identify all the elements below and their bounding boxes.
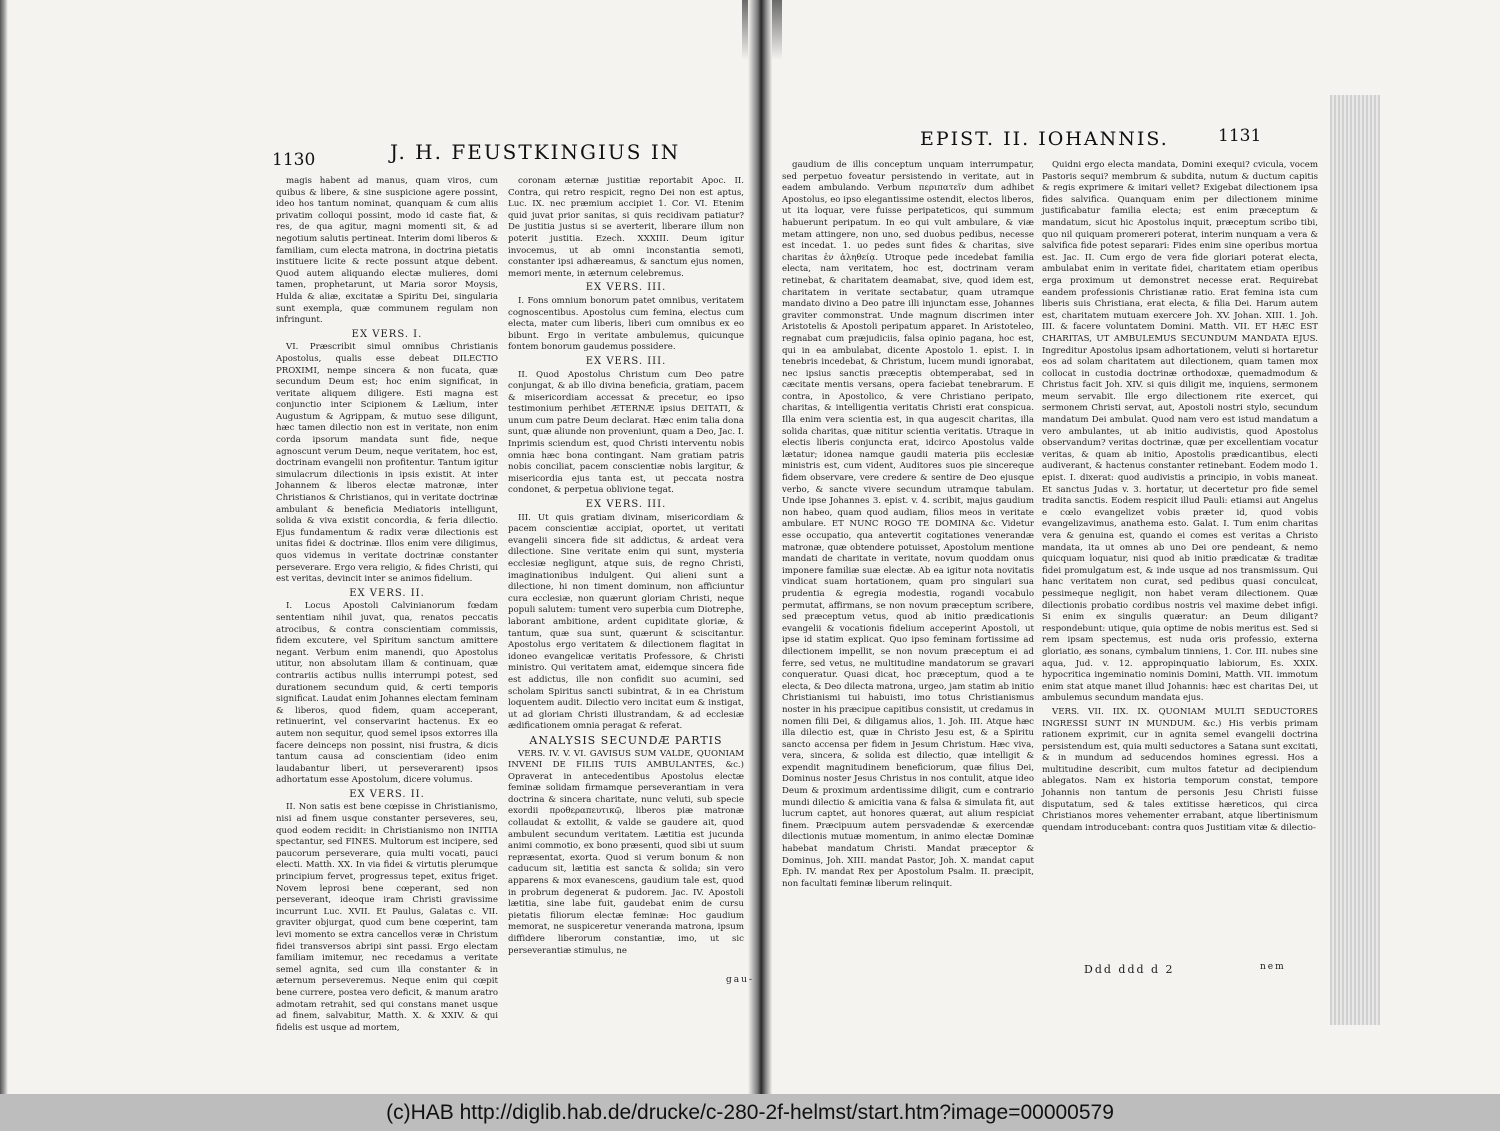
paragraph: coronam æternæ justitiæ reportabit Apoc. II. Contra, qui retro respicit, regno Dei non est aptus, Luc. IX. nec præmium accipiet 1. Cor. VI. Etenim quid juvat prior sanitas, si quis recidivam patiatur? De justitia justus si se averterit, liberare illum non poterit justitia. Ezech. XXXIII. Deum igitur invocemus, ut ab omni inconstantia semoti, constanter ipsi adhæreamus, & sanctum ejus nomen, memori mente, in æternum celebremus.	[508, 176, 744, 279]
paragraph: II. Quod Apostolus Christum cum Deo patre conjungat, & ab illo divina beneficia, gratiam, pacem & misericordiam accessat & precetur, eo ipso testimonium perhibet ÆTERNÆ ipsius DEITATI, & unum cum patre Deum declarat. Hæc enim talia dona sunt, quæ aliunde non proveniunt, quam a Deo, Jac. I. Inprimis sciendum est, quod Christi interventu nobis omnia hæc bona contingant. Nam gratiam patris nobis conciliat, pacem conscientiæ nobis largitur, & misericordia ejus tanta est, ut peccata nostra condonet, & perpetua oblivione tegat.	[508, 369, 744, 496]
right-catchword: nem	[1260, 962, 1286, 972]
left-column-2	[508, 176, 744, 972]
right-page	[772, 0, 1330, 1094]
paragraph: gaudium de illis conceptum unquam interrumpatur, sed perpetuo foveatur persistendo in veritate, aut in eadem ambulando. Verbum περιπατεῖν dum adhibet Apostolus, eo ipso elegantissime ostendit, electos liberos, ut ita loquar, vere fuisse peripateticos, qui summum habuerunt peripatum. In eo qui vult ambulare, & viæ metam attingere, non uno, sed duobus pedibus, necesse est incedat. 1. uo pedes sunt fides & charitas, sive charitas ἐν ἀληθείᾳ. Utroque pede incedebat familia electa, nam veritatem, hoc est, doctrinam veram retinebat, & charitatem deamabat, sive, quod idem est, charitatem in veritate sectabatur, quam utramque mandato divino a Deo patre illi injunctam esse, Johannes graviter commonstrat. Unde magnum discrimen inter Aristotelis & Apostoli peripatum apparet. In Aristoteleo, regnabat cum præjudiciis, falsa opinio pagana, hoc est, qui in ea ambulabat, dicente Apostolo 1. epist. I. in tenebris incedebat, & Christum, lucem mundi ignorabat, nec ipsius sanctis præceptis obtemperabat, sed in cæcitate mentis versans, opera faciebat tenebrarum. E contra, in Apostolico, & vere Christiano peripato, charitas, & intelligentia veritatis Christi erat conspicua. Illa enim vera scientia est, in qua augescit charitas, illa solida charitas, quæ nititur scientia veritatis. Utraque in electis liberis conjuncta erat, idcirco Apostolus valde lætatur; idonea namque gaudii materia piis ecclesiæ ministris est, cum vident, Auditores suos pie sincereque fidem observare, vere credere & sentire de Deo ejusque verbo, & sancte vivere secundum utramque tabulam. Unde ipse Johannes 3. epist. v. 4. scribit, majus gaudium non habeo, quam quod audiam, filios meos in veritate ambulare. ET NUNC ROGO TE DOMINA &c. Videtur esse occupatio, qua antevertit cogitationes venerandæ matronæ, quæ obtendere potuisset, Apostolum mentione mandati de charitate in veritate, novum quoddam onus imponere familiæ suæ electæ. Ab ea igitur nota novitatis vindicat suam hortationem, quam pro singulari sua prudentia & egregia modestia, rogandi vocabulo permutat, affirmans, se non novum præceptum scribere, sed præceptum vetus, quod ab initio prædicationis evangelii & vocationis fidelium acceperint Apostoli, ut ipse id statim explicat. Quo ipso feminam fortissime ad dilectionem impellit, se non novum præceptum ei ad ferre, sed vetus, ne multitudine mandatorum se gravari conqueratur. Quasi dicat, hoc præceptum, quod a te electa, & Deo dilecta matrona, urgeo, jam statim ab initio Christianismi tui habuisti, imo totus Christianismus noster in his præcipue capitibus consistit, ut credamus in nomen filii Dei, & diligamus alios, 1. Joh. III. Atque hæc illa dilectio est, quæ in Christo Jesu est, & a Spiritu sancto accensa per fidem in Jesum Christum. Hæc viva, vera, sincera, & solida est dilectio, quæ intelligit & expendit magnitudinem beneficiorum, quæ filius Dei, Dominus noster Jesus Christus in nos contulit, atque ideo Deum & proximum ardentissime diligit, cum e contrario mundi dilectio & amicitia vana & falsa & simulata fit, aut lucrum captet, aut honores quærat, aut alium respiciat finem. Præcipuum autem persvadendæ & exercendæ dilectionis mutuæ momentum, in animo electæ Dominæ habebat mandatum Christi. Mandat præceptor & Dominus, Joh. XIII. mandat Pastor, Joh. X. mandat caput Eph. IV. mandat Rex per Apostolum Psalm. II. præcipit, non facultati feminæ liberum relinquit.	[782, 160, 1034, 889]
paragraph: II. Non satis est bene cœpisse in Christianismo, nisi ad finem usque constanter perseveres, seu, quod eodem recidit: in Christianismo non INITIA spectantur, sed FINES. Multorum est incipere, sed paucorum perseverare, quia multi vocati, pauci electi. Matth. XX. In via fidei & virtutis plerumque principium fervet, progressus tepet, exitus friget. Novem leprosi bene cœperant, sed non perseverant, ideoque iram Christi gravissime incurrunt Luc. XVII. Et Paulus, Galatas c. VII. graviter objurgat, quod cum bene cœperint, tam levi momento se extra cancellos veræ in Christum fidei transversos abripi sint passi. Ergo electam familiam imitemur, nec recedamus a veritate semel agnita, sed cum illa constanter & in æternum perseveremus. Neque enim qui cœpit bene currere, postea vero deficit, & manum aratro admotam retrahit, sed qui constans manet usque ad finem, salvabitur, Matth. X. & XXIV. & qui fidelis est usque ad mortem,	[276, 802, 498, 1033]
left-column-1	[276, 176, 498, 1033]
attribution-bar	[0, 1094, 1500, 1131]
paragraph: VI. Præscribit simul omnibus Christianis Apostolus, qualis esse debeat DILECTIO PROXIMI, nempe sincera & non fucata, quæ secundum Deum est; hoc enim significat, in veritate aliquem diligere. Esti magna est conjunctio inter Scipionem & Lælium, inter Augustum & Agrippam, & mutuo sese diligunt, hæc tamen dilectio non est in veritate, non enim corda ipsorum mandata sunt fide, neque agnoscunt verum Deum, neque veritatem, hoc est, doctrinam evangelii non profitentur. Tantum igitur simulacrum dilectionis in ipsis existit. At inter Johannem & liberos electæ matronæ, inter Christianos & Christianos, qui in veritate doctrinæ ambulant & beneficia Mediatoris intelligunt, solida & viva existit concordia, & feria dilectio. Ejus fundamentum & radix veræ dilectionis est unitas fidei & doctrinæ. Illos enim vere diligimus, quos videmus in veritate doctrinæ constanter perseverare. Ergo vera religio, & fides Christi, qui est veritas, devincit inter se animos fidelium.	[276, 342, 498, 585]
paragraph: Quidni ergo electa mandata, Domini exequi? cvicula, vocem Pastoris sequi? membrum & subdita, nutum & ductum capitis & regis exprimere & imitari vellet? Exigebat dilectionem ipsa fides salvifica. Quanquam enim per dilectionem minime justificabatur familia electa; est enim præceptum & mandatum, sicut hic Apostolus inquit, præceptum scribo tibi, quo nil quiquam promereri poterat, interim nunquam a vera & salvifica fide potest separari: Fides enim sine operibus mortua est. Jac. II. Cum ergo de vera fide gloriari poterat electa, ambulabat enim in veritate fidei, charitatem etiam operibus erga proximum ut demonstret necesse erat. Requirebat eandem professionis Christianæ ratio. Erat femina ista cum liberis suis Christiana, erat electa, & filia Dei. Harum autem est, charitatem mutuam exercere Joh. XV. Johan. XIII. 1. Joh. III. & facere voluntatem Domini. Matth. VII. ET HÆC EST CHARITAS, UT AMBULEMUS SECUNDUM MANDATA EJUS. Ingreditur Apostolus ipsam adhortationem, veluti si hortaretur eos ad solam charitatem aut dilectionem, quam tamen mox collocat in custodia doctrinæ orthodoxæ, quemadmodum & Christus facit Joh. XIV. si quis diligit me, inquiens, sermonem meum servabit. Ille ergo dilectionem rite exercet, qui sermonem Christi servat, aut, Apostoli nostri stylo, secundum mandatum Dei ambulat. Quod nam vero est istud mandatum a vero ambulantes, ut ab initio audivistis, quod Apostolus observandum? veritas doctrinæ, quæ per excellentiam vocatur veritas, & quam ab initio, Apostolis prædicantibus, electi audiverant, & hactenus constanter retinebant. Eodem modo 1. epist. I. dixerat: quod audivistis a principio, in vobis maneat. Et sanctus Judas v. 3. hortatur, ut decertetur pro fide semel tradita sanctis. Eodem respicit illud Pauli: etiamsi aut Angelus e cœlo evangelizet vobis præter id, quod vobis evangelizavimus, anathema esto. Galat. I. Tum enim charitas vera & genuina est, quando ei comes est veritas a Christo mandata, ita ut omnes ab uno Dei ore pendeant, & nemo quicquam loquatur, nisi quod ab initio prædicatæ & traditæ fidei promulgatum est, & inde usque ad nos transmissum. Qui hanc veritatem non curat, sed pedibus quasi conculcat, pessimeque negligit, non habet veram dilectionem. Quæ dilectionis probatio cordibus nostris vel maxime debet infigi. Si enim ex singulis quæratur: an Deum diligant? respondebunt: utique, quia optime de nobis meritus est. Sed si rem ipsam spectemus, est nuda oris professio, externa gloriatio, æs sonans, cymbalum tinniens, 1. Cor. III. nubes sine aqua, Jud. v. 12. appropinquatio labiorum, Es. XXIX. hypocritica ingeminatio nominis Domini, Matth. VII. immotum enim stat atque manet illud Johannis: hæc est charitas Dei, ut ambulemus secundum mandata ejus.	[1042, 160, 1318, 704]
paragraph: VERS. IV. V. VI. GAVISUS SUM VALDE, QUONIAM INVENI DE FILIIS TUIS AMBULANTES, &c.) Opraverat in antecedentibus Apostolus electæ feminæ solidam firmamque perseverantiam in vera doctrina & sincera charitate, nunc veluti, sub specie exordii προθεραπευτικῷ, liberos piæ matronæ collaudat & extollit, & valde se gaudere ait, quod ambulent secundum veritatem. Lætitia est jucunda animi commotio, ex bono præsenti, quod sibi ut suum repræsentat, exorta. Quod si verum bonum & non caducum sit, lætitia est sancta & solida; sin vero apparens & mox evanescens, gaudium tale est, quod in probrum degenerat & pudorem. Jac. IV. Apostoli lætitia, sine labe fuit, gaudebat enim de cursu pietatis filiorum electæ feminæ: Hoc gaudium memorat, ne suspiceretur veneranda matrona, ipsum diffidere liberorum constantiæ, imo, ut sic perseverantiæ stimulus, ne	[508, 748, 744, 956]
right-column-1	[782, 160, 1034, 970]
paragraph: I. Fons omnium bonorum patet omnibus, veritatem cognoscentibus. Apostolus cum femina, electus cum electa, mater cum liberis, liberi cum omnibus ex eo bibunt. Ergo in veritate ambulemus, quicunque fontem bonorum gaudemus possidere.	[508, 295, 744, 353]
paragraph: I. Locus Apostoli Calvinianorum fœdam sententiam nihil juvat, qua, renatos peccatis atrocibus, & contra conscientiam commissis, fidem excutere, vel Spiritum sanctum amittere negant. Verbum enim manendi, quo Apostolus utitur, non absolutam illam & continuam, quæ contrariis actibus nullis interrumpi potest, sed durationem secundum quid, & certi temporis significat. Laudat enim Johannes electam feminam & liberos, quod fidem, quam acceperant, retinuerint, vel conservarint hactenus. Ex eo autem non sequitur, quod semel ipsos extorres illa facere deinceps non possint, nisi frustra, & dicis tantum causa ad conscientiam (ideo enim laudabantur liberi, ut perseverarent) ipsos adhortatum esse Apostolum, dicere volumus.	[276, 601, 498, 786]
left-running-head: J. H. FEUSTKINGIUS IN	[390, 140, 681, 164]
section-heading: EX VERS. III.	[585, 355, 667, 367]
attribution-text: (c)HAB http://diglib.hab.de/drucke/c-280-2f-helmst/start.htm?image=00000579	[386, 1100, 1114, 1124]
section-heading: EX VERS. III.	[585, 499, 667, 511]
left-page	[0, 0, 754, 1094]
section-heading: EX VERS. I.	[351, 328, 423, 340]
section-heading: EX VERS. II.	[349, 788, 425, 800]
paragraph: VERS. VII. IIX. IX. QUONIAM MULTI SEDUCTORES INGRESSI SUNT IN MUNDUM. &c.) His verbis primam rationem exprimit, cur in agnita semel evangelii doctrina persistendum est, quia multi seductores a Satana sunt excitati, & in mundum ad seducendos homines egressi. Hos a multitudine describit, cum multos fatetur ad decipiendum ablegatos. Nam ex historia temporum constat, tempore Johannis non tantum de personis Jesu Christi fuisse disputatum, sed & tales extitisse hæreticos, qui circa Christianos mores vehementer errabant, atque libertinismum quendam introducebant: contra quos Justitiam vitæ & dilectio-	[1042, 706, 1318, 833]
left-page-number: 1130	[272, 150, 316, 170]
right-page-edge	[1330, 95, 1380, 1025]
section-heading: EX VERS. II.	[349, 587, 425, 599]
right-running-head: EPIST. II. IOHANNIS.	[920, 128, 1169, 150]
right-column-2	[1042, 160, 1318, 960]
left-catchword: gau-	[726, 975, 754, 985]
book-gutter	[748, 0, 772, 1094]
section-heading: EX VERS. III.	[585, 282, 667, 294]
paragraph: III. Ut quis gratiam divinam, misericordiam & pacem conscientiæ accipiat, oportet, ut veritati evangelii sincera fide sit addictus, & ardeat vera dilectione. Sine veritate enim qui sunt, mysteria ecclesiæ negligunt, atque suis, de regno Christi, imaginationibus indulgent. Qui alieni sunt a dilectione, hi non timent dominum, non afficiuntur cura ecclesiæ, non quærunt gloriam Christi, neque populi salutem: tument vero superbia cum Diotrephe, laborant ambitione, ardent cupiditate gloriæ, & tantum, quæ sua sunt, quærunt & sciscitantur. Apostolus ergo veritatem & dilectionem flagitat in idoneo evangelicæ veritatis Professore, & Christi ministro. Qui veritatem amat, eidemque sincera fide est addictus, ille non confidit suo acumini, sed scholam Spiritus sancti subintrat, & in ea Christum loquentem audit. Dilectio vero incitat eum & instigat, ut ad gloriam Christi illustrandam, & ad ecclesiæ ædificationem omnia peragat & referat.	[508, 512, 744, 732]
signature-mark: Ddd ddd d 2	[1084, 963, 1175, 976]
section-heading: ANALYSIS SECUNDÆ PARTIS	[529, 733, 723, 747]
paragraph: magis habent ad manus, quam viros, cum quibus & libere, & sine suspicione agere possint, ideo hos tantum nominat, quanquam & cum aliis privatim colloqui possint, modo id caste fiat, & res, de qua agitur, magni momenti sit, & ad negotium salutis pertineat. Interim domi liberos & familiam, cum electa matrona, in doctrina pietatis instituere licite & recte possunt atque debent. Quod autem aliquando electæ mulieres, domi tamen, prophetarunt, ut Maria soror Moysis, Hulda & aliæ, excitatæ a Spiritu Dei, singularia sunt exempla, quæ communem regulam non infringunt.	[276, 176, 498, 326]
right-page-number: 1131	[1218, 126, 1262, 146]
